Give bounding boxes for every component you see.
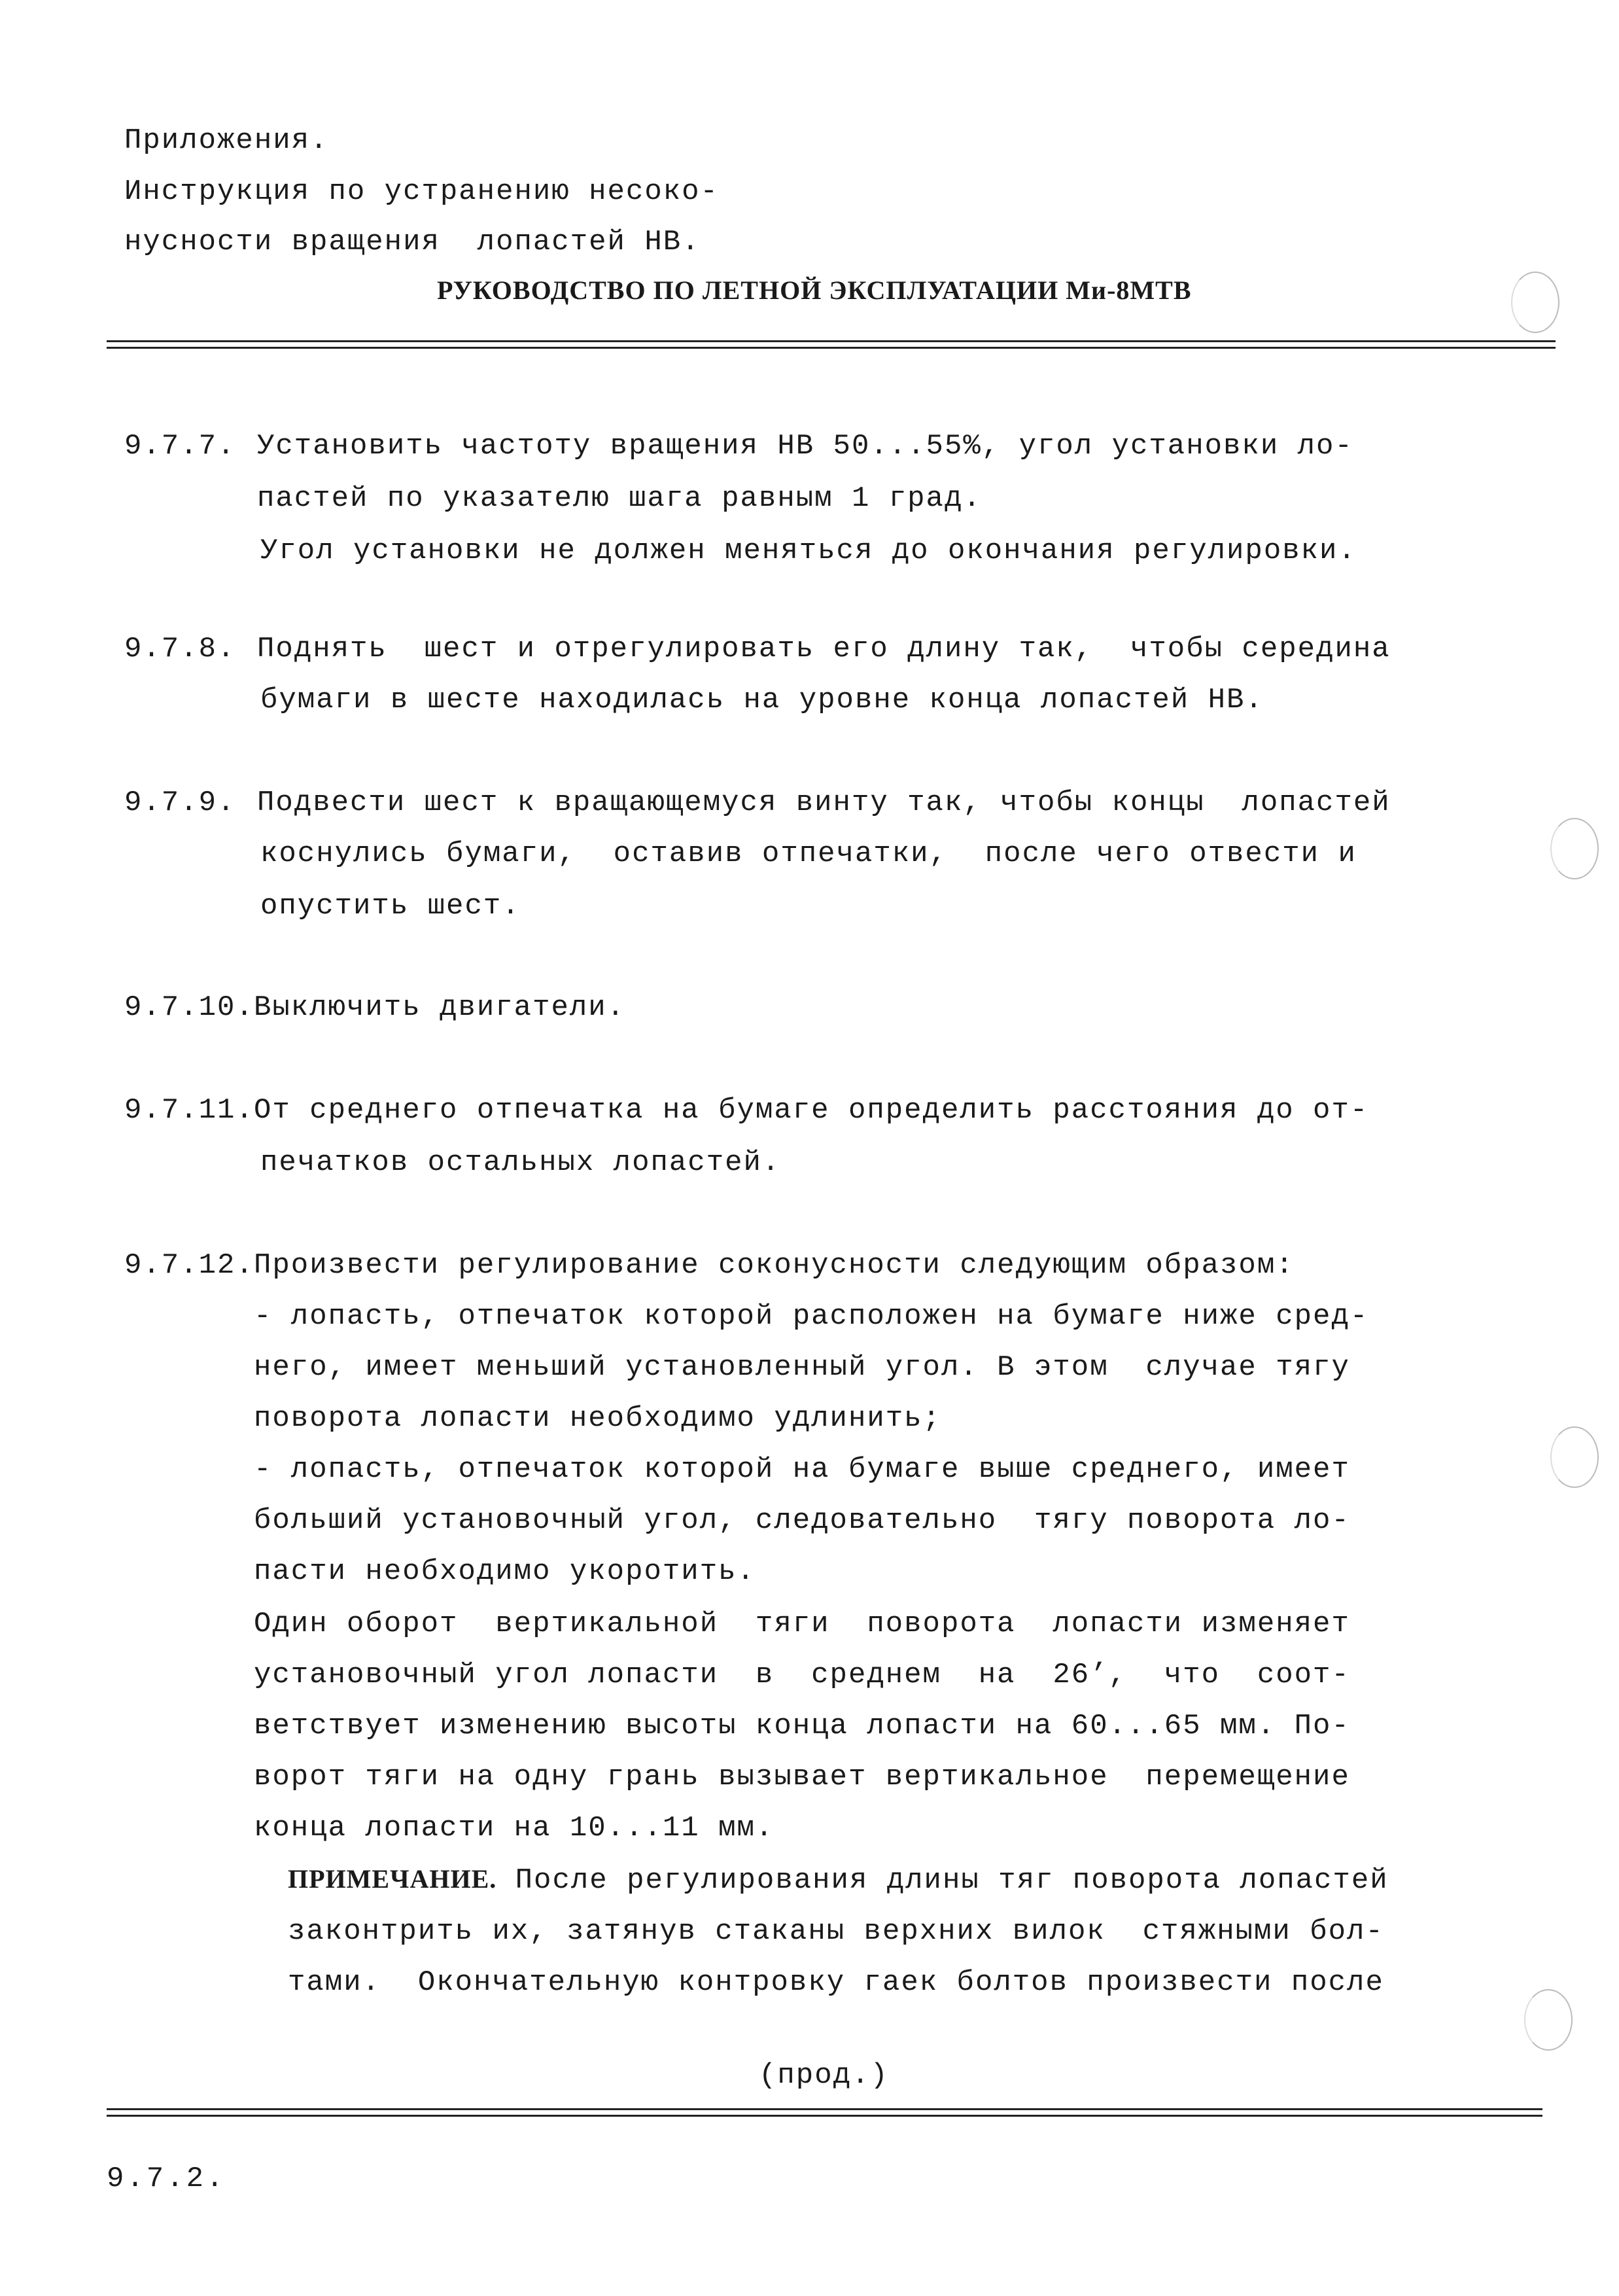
note-text: После регулирования длины тяг поворота лопастей	[496, 1864, 1389, 1897]
section-number: 9.7.8.	[124, 633, 236, 665]
note-text: законтрить их, затянув стаканы верхних вилок стяжными бол-	[288, 1915, 1384, 1948]
header-instruction-line2: нусности вращения лопастей НВ.	[124, 226, 701, 258]
section-text: Поднять шест и отрегулировать его длину так, чтобы середина	[257, 633, 1391, 665]
punch-hole-mark	[1511, 272, 1559, 333]
header-instruction-line1: Инструкция по устранению несоко-	[124, 175, 719, 208]
section-text: поворота лопасти необходимо удлинить;	[254, 1402, 941, 1435]
footer-rule-bottom	[107, 2115, 1542, 2117]
section-text: Один оборот вертикальной тяги поворота лопасти изменяет	[254, 1608, 1350, 1640]
section-text: установочный угол лопасти в среднем на 26’, что соот-	[254, 1659, 1350, 1691]
section-number: 9.7.9.	[124, 786, 236, 819]
header-rule-top	[107, 340, 1556, 342]
note-label: ПРИМЕЧАНИЕ.	[288, 1864, 497, 1894]
section-text: Выключить двигатели.	[254, 991, 626, 1024]
page-number: 9.7.2.	[107, 2163, 226, 2195]
section-text: От среднего отпечатка на бумаге определить расстояния до от-	[254, 1094, 1369, 1127]
section-text: опустить шест.	[260, 890, 521, 923]
footer-rule-top	[107, 2108, 1542, 2110]
section-text: Произвести регулирование соконусности следующим образом:	[254, 1249, 1295, 1282]
section-text: - лопасть, отпечаток которой на бумаге выше среднего, имеет	[254, 1453, 1350, 1486]
section-text: коснулись бумаги, оставив отпечатки, после чего отвести и	[260, 838, 1357, 870]
section-number: 9.7.12.	[124, 1249, 254, 1282]
section-text: конца лопасти на 10...11 мм.	[254, 1812, 775, 1845]
section-text: - лопасть, отпечаток которой расположен на бумаге ниже сред-	[254, 1300, 1369, 1333]
section-text: пасти необходимо укоротить.	[254, 1555, 756, 1588]
section-text: Угол установки не должен меняться до окончания регулировки.	[260, 535, 1357, 567]
note-text: тами. Окончательную контровку гаек болтов произвести после	[288, 1966, 1384, 1999]
header-appendix: Приложения.	[124, 124, 329, 157]
section-text: ветствует изменению высоты конца лопасти на 60...65 мм. По-	[254, 1710, 1350, 1742]
section-text: печатков остальных лопастей.	[260, 1146, 781, 1179]
section-text: Установить частоту вращения НВ 50...55%, угол установки ло-	[257, 430, 1353, 463]
section-text: Подвести шест к вращающемуся винту так, чтобы концы лопастей	[257, 786, 1391, 819]
section-text: пастей по указателю шага равным 1 град.	[257, 482, 982, 515]
document-title: РУКОВОДСТВО ПО ЛЕТНОЙ ЭКСПЛУАТАЦИИ Ми-8МТВ	[437, 275, 1192, 305]
section-number: 9.7.10.	[124, 991, 254, 1024]
section-number: 9.7.7.	[124, 430, 236, 463]
punch-hole-mark	[1550, 818, 1599, 879]
section-text: больший установочный угол, следовательно тягу поворота ло-	[254, 1504, 1350, 1537]
section-number: 9.7.11.	[124, 1094, 254, 1127]
note-line	[288, 1866, 1389, 1895]
section-text: ворот тяги на одну грань вызывает вертикальное перемещение	[254, 1761, 1350, 1793]
punch-hole-mark	[1550, 1426, 1599, 1488]
section-text: него, имеет меньший установленный угол. В этом случае тягу	[254, 1351, 1350, 1384]
section-text: бумаги в шесте находилась на уровне конца лопастей НВ.	[260, 684, 1264, 716]
header-rule-bottom	[107, 347, 1556, 349]
punch-hole-mark	[1524, 1989, 1573, 2051]
continued-marker: (прод.)	[759, 2059, 889, 2092]
